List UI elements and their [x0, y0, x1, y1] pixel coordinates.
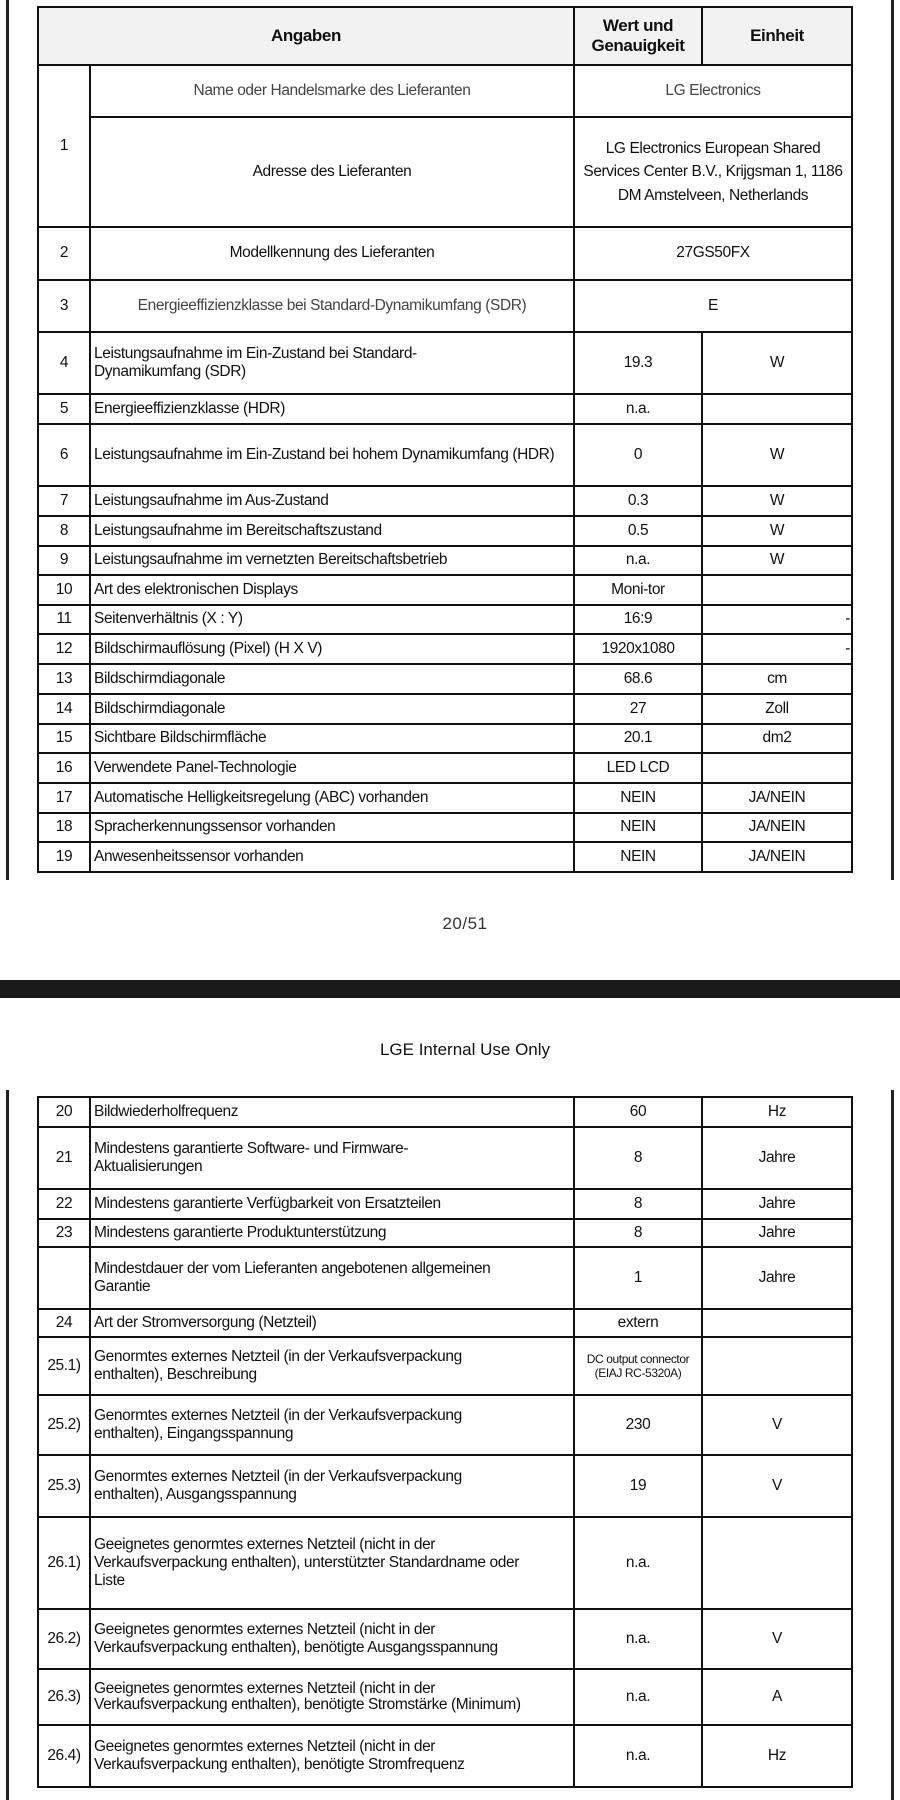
- row-number: 26.2): [38, 1609, 90, 1669]
- row-number: 14: [38, 694, 90, 724]
- row-unit: [702, 575, 852, 605]
- internal-use-label: LGE Internal Use Only: [379, 1040, 551, 1059]
- page-edge-left: [6, 0, 9, 880]
- row-unit: V: [702, 1455, 852, 1517]
- page-edge-left-2: [6, 1090, 9, 1800]
- table-row: [38, 1219, 852, 1247]
- row-number: 1: [38, 65, 90, 227]
- page-edge-right: [891, 0, 894, 880]
- row-description: Name oder Handelsmarke des Lieferanten: [90, 65, 574, 117]
- row-number: [38, 1247, 90, 1309]
- header-wert: Wert und Genauigkeit: [574, 7, 702, 65]
- row-description: Genormtes externes Netzteil (in der Verkaufsverpackung enthalten), Ausgangsspannung: [90, 1455, 574, 1517]
- row-unit: -: [702, 605, 852, 634]
- row-description: Art des elektronischen Displays: [90, 575, 574, 605]
- row-value: 230: [574, 1395, 702, 1455]
- row-number: 12: [38, 634, 90, 664]
- row-number: 25.2): [38, 1395, 90, 1455]
- row-description: Leistungsaufnahme im vernetzten Bereitschaftsbetrieb: [90, 546, 574, 575]
- row-number: 15: [38, 724, 90, 753]
- row-value: 16:9: [574, 605, 702, 634]
- row-value: 8: [574, 1219, 702, 1247]
- row-description: Adresse des Lieferanten: [90, 117, 574, 227]
- row-unit: Hz: [702, 1725, 852, 1787]
- row-value: LED LCD: [574, 753, 702, 783]
- table-header-row: [38, 7, 852, 65]
- row-description: Energieeffizienzklasse (HDR): [90, 394, 574, 424]
- row-description: Leistungsaufnahme im Aus-Zustand: [90, 486, 574, 516]
- row-description: Anwesenheitssensor vorhanden: [90, 842, 574, 872]
- row-number: 26.3): [38, 1669, 90, 1725]
- table-row: [38, 546, 852, 575]
- row-value: 1: [574, 1247, 702, 1309]
- row-description: Genormtes externes Netzteil (in der Verkaufsverpackung enthalten), Eingangsspannung: [90, 1395, 574, 1455]
- spec-table-page1: [37, 6, 853, 873]
- row-number: 11: [38, 605, 90, 634]
- table-row: [38, 1517, 852, 1609]
- row-value: 19.3: [574, 332, 702, 394]
- row-number: 17: [38, 783, 90, 813]
- table-row: [38, 424, 852, 486]
- row-number: 25.3): [38, 1455, 90, 1517]
- row-description: Bildwiederholfrequenz: [90, 1097, 574, 1127]
- row-value: 0.3: [574, 486, 702, 516]
- page-number: 20/51: [442, 914, 488, 933]
- row-number: 21: [38, 1127, 90, 1189]
- row-number: 20: [38, 1097, 90, 1127]
- row-description: Bildschirmdiagonale: [90, 664, 574, 694]
- table-row: [38, 516, 852, 546]
- page-edge-right-2: [891, 1090, 894, 1800]
- row-description: Energieeffizienzklasse bei Standard-Dynamikumfang (SDR): [90, 280, 574, 332]
- table-row: [38, 575, 852, 605]
- row-description: Bildschirmauflösung (Pixel) (H X V): [90, 634, 574, 664]
- row-unit: Hz: [702, 1097, 852, 1127]
- row-value: DC output connector (EIAJ RC-5320A): [574, 1337, 702, 1395]
- row-value: NEIN: [574, 783, 702, 813]
- table-row: [38, 117, 852, 227]
- row-description: Sichtbare Bildschirmfläche: [90, 724, 574, 753]
- row-value: extern: [574, 1309, 702, 1337]
- table-row: [38, 1127, 852, 1189]
- row-number: 26.1): [38, 1517, 90, 1609]
- row-number: 24: [38, 1309, 90, 1337]
- row-description: Spracherkennungssensor vorhanden: [90, 813, 574, 842]
- table-row: [38, 280, 852, 332]
- table-row: [38, 605, 852, 634]
- row-unit: [702, 753, 852, 783]
- row-number: 6: [38, 424, 90, 486]
- row-value: LG Electronics European Shared Services Center B.V., Krijgsman 1, 1186 DM Amstelveen, Netherlands: [574, 117, 852, 227]
- table-row: [38, 1097, 852, 1127]
- row-unit: [702, 1337, 852, 1395]
- row-number: 13: [38, 664, 90, 694]
- table-row: [38, 332, 852, 394]
- row-description: Mindestdauer der vom Lieferanten angebotenen allgemeinen Garantie: [90, 1247, 574, 1309]
- row-unit: W: [702, 332, 852, 394]
- row-unit: W: [702, 424, 852, 486]
- table-row: [38, 724, 852, 753]
- row-value: n.a.: [574, 394, 702, 424]
- page-divider: [0, 980, 900, 998]
- row-unit: V: [702, 1395, 852, 1455]
- row-value: 0.5: [574, 516, 702, 546]
- row-value: NEIN: [574, 842, 702, 872]
- row-number: 10: [38, 575, 90, 605]
- row-unit: W: [702, 516, 852, 546]
- row-unit: Jahre: [702, 1247, 852, 1309]
- row-description: Bildschirmdiagonale: [90, 694, 574, 724]
- row-value: 27GS50FX: [574, 227, 852, 280]
- row-description: Leistungsaufnahme im Ein-Zustand bei Standard-Dynamikumfang (SDR): [90, 332, 574, 394]
- row-description: Geeignetes genormtes externes Netzteil (nicht in der Verkaufsverpackung enthalten), benötigte Stromfrequenz: [90, 1725, 574, 1787]
- row-number: 8: [38, 516, 90, 546]
- row-description: Verwendete Panel-Technologie: [90, 753, 574, 783]
- row-unit: JA/NEIN: [702, 813, 852, 842]
- row-description: Geeignetes genormtes externes Netzteil (nicht in der Verkaufsverpackung enthalten), benötigte Ausgangsspannung: [90, 1609, 574, 1669]
- row-value: 8: [574, 1127, 702, 1189]
- row-description: Modellkennung des Lieferanten: [90, 227, 574, 280]
- row-unit: [702, 394, 852, 424]
- row-description: Geeignetes genormtes externes Netzteil (nicht in der Verkaufsverpackung enthalten), benötigte Stromstärke (Minimum): [90, 1669, 574, 1725]
- row-value: LG Electronics: [574, 65, 852, 117]
- table-row: [38, 486, 852, 516]
- table-row: [38, 1455, 852, 1517]
- row-description: Mindestens garantierte Verfügbarkeit von Ersatzteilen: [90, 1189, 574, 1219]
- table-row: [38, 813, 852, 842]
- header-angaben: Angaben: [38, 7, 574, 65]
- row-value: NEIN: [574, 813, 702, 842]
- row-description: Seitenverhältnis (X : Y): [90, 605, 574, 634]
- row-unit: Jahre: [702, 1127, 852, 1189]
- row-unit: [702, 1517, 852, 1609]
- header-einheit: Einheit: [702, 7, 852, 65]
- table-row: [38, 1725, 852, 1787]
- row-description: Leistungsaufnahme im Bereitschaftszustand: [90, 516, 574, 546]
- table-row: [38, 1669, 852, 1725]
- row-value: n.a.: [574, 1609, 702, 1669]
- row-unit: JA/NEIN: [702, 842, 852, 872]
- row-number: 23: [38, 1219, 90, 1247]
- row-value: n.a.: [574, 1517, 702, 1609]
- row-number: 16: [38, 753, 90, 783]
- row-value: 19: [574, 1455, 702, 1517]
- row-number: 9: [38, 546, 90, 575]
- row-number: 26.4): [38, 1725, 90, 1787]
- row-number: 22: [38, 1189, 90, 1219]
- row-number: 2: [38, 227, 90, 280]
- table-row: [38, 753, 852, 783]
- row-description: Genormtes externes Netzteil (in der Verkaufsverpackung enthalten), Beschreibung: [90, 1337, 574, 1395]
- row-number: 5: [38, 394, 90, 424]
- row-description: Art der Stromversorgung (Netzteil): [90, 1309, 574, 1337]
- table-row: [38, 1609, 852, 1669]
- row-unit: cm: [702, 664, 852, 694]
- row-unit: JA/NEIN: [702, 783, 852, 813]
- row-value: Moni-tor: [574, 575, 702, 605]
- row-value: 1920x1080: [574, 634, 702, 664]
- table-row: [38, 842, 852, 872]
- table-row: [38, 1337, 852, 1395]
- row-description: Automatische Helligkeitsregelung (ABC) vorhanden: [90, 783, 574, 813]
- table-row: [38, 664, 852, 694]
- row-unit: W: [702, 486, 852, 516]
- spec-table-page2: [37, 1096, 853, 1788]
- row-number: 3: [38, 280, 90, 332]
- row-unit: Jahre: [702, 1219, 852, 1247]
- row-number: 25.1): [38, 1337, 90, 1395]
- row-unit: dm2: [702, 724, 852, 753]
- row-value: 60: [574, 1097, 702, 1127]
- table-row: [38, 1309, 852, 1337]
- table-row: [38, 694, 852, 724]
- row-number: 7: [38, 486, 90, 516]
- row-value: 0: [574, 424, 702, 486]
- table-row: [38, 65, 852, 117]
- row-number: 19: [38, 842, 90, 872]
- row-value: 68.6: [574, 664, 702, 694]
- row-description: Geeignetes genormtes externes Netzteil (nicht in der Verkaufsverpackung enthalten), unterstützter Standardname oder Liste: [90, 1517, 574, 1609]
- row-description: Leistungsaufnahme im Ein-Zustand bei hohem Dynamikumfang (HDR): [90, 424, 574, 486]
- row-value: 8: [574, 1189, 702, 1219]
- row-value: 20.1: [574, 724, 702, 753]
- row-value: n.a.: [574, 1725, 702, 1787]
- row-value: 27: [574, 694, 702, 724]
- row-value: n.a.: [574, 1669, 702, 1725]
- row-unit: V: [702, 1609, 852, 1669]
- table-row: [38, 1189, 852, 1219]
- row-unit: [702, 1309, 852, 1337]
- row-number: 4: [38, 332, 90, 394]
- table-row: [38, 394, 852, 424]
- row-unit: W: [702, 546, 852, 575]
- table-row: [38, 634, 852, 664]
- table-row: [38, 1395, 852, 1455]
- row-description: Mindestens garantierte Produktunterstützung: [90, 1219, 574, 1247]
- table-row: [38, 227, 852, 280]
- row-unit: -: [702, 634, 852, 664]
- row-unit: A: [702, 1669, 852, 1725]
- row-value: n.a.: [574, 546, 702, 575]
- table-row: [38, 1247, 852, 1309]
- row-number: 18: [38, 813, 90, 842]
- table-row: [38, 783, 852, 813]
- row-value: E: [574, 280, 852, 332]
- row-description: Mindestens garantierte Software- und Firmware-Aktualisierungen: [90, 1127, 574, 1189]
- row-unit: Zoll: [702, 694, 852, 724]
- row-unit: Jahre: [702, 1189, 852, 1219]
